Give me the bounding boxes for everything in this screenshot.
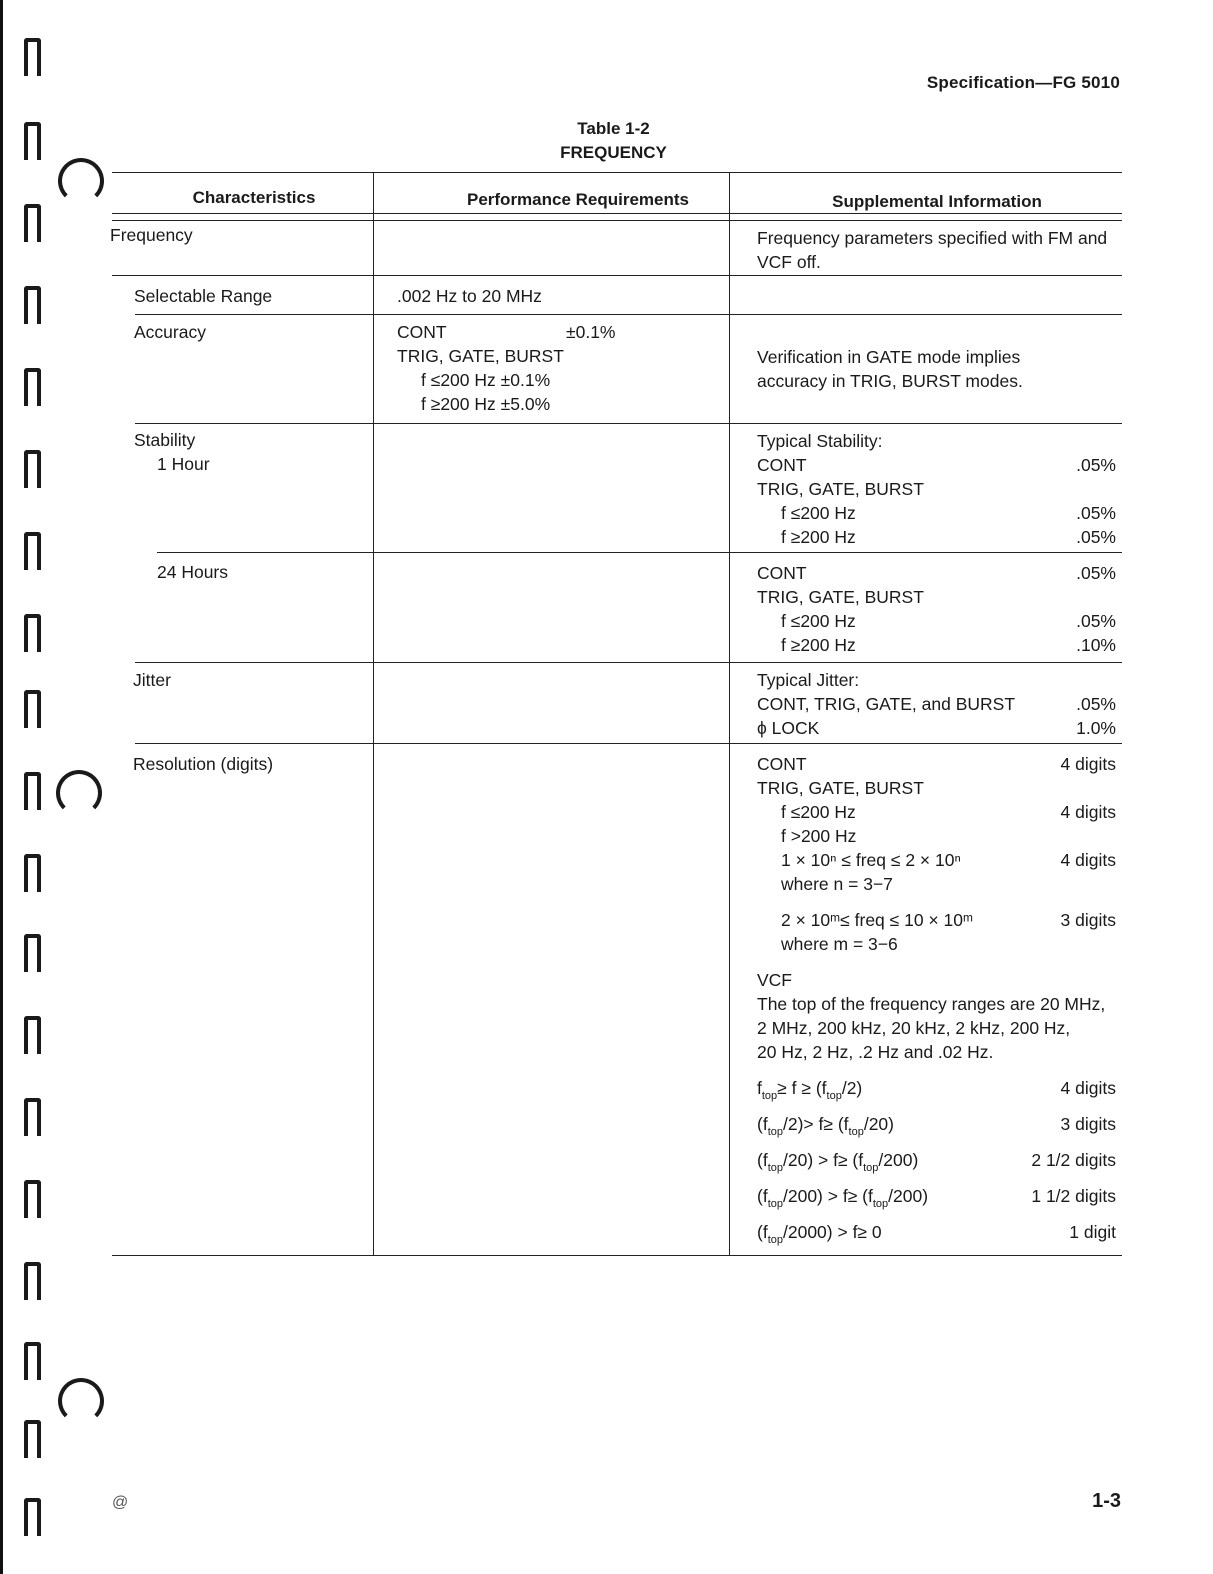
supp-res-vcf-text-1: The top of the frequency ranges are 20 MHz, — [757, 994, 1106, 1014]
supp-res-n-value: 4 digits — [1060, 850, 1116, 870]
supp-res-vcf-text-2: 2 MHz, 200 kHz, 20 kHz, 2 kHz, 200 Hz, — [757, 1018, 1071, 1038]
supp-res-cont: CONT — [757, 754, 807, 774]
supp-frequency-1: Frequency parameters specified with FM and — [757, 228, 1108, 248]
supp-stability-low-value: .05% — [1076, 503, 1116, 523]
supp-stability24-cont-value: .05% — [1076, 563, 1116, 583]
row-divider — [135, 662, 1122, 663]
binder-hole — [24, 368, 41, 406]
table-top-rule — [112, 172, 1122, 173]
column-rule — [373, 172, 374, 1256]
supp-res-cont-value: 4 digits — [1060, 754, 1116, 774]
supp-jitter-all-value: .05% — [1076, 694, 1116, 714]
table-bottom-rule — [112, 1255, 1122, 1256]
supp-stability-low: f ≤200 Hz — [781, 503, 856, 523]
binder-hole — [24, 854, 41, 892]
binder-hole — [24, 450, 41, 488]
char-stability: Stability — [134, 430, 196, 450]
perf-selectable-range: .002 Hz to 20 MHz — [397, 286, 542, 306]
col-header-supplemental: Supplemental Information — [832, 192, 1042, 211]
binder-hole — [24, 690, 41, 728]
row-divider — [157, 552, 1122, 553]
binder-hole — [24, 286, 41, 324]
supp-res-ftop-2: $(f_{top}/2)> f\ge (f_{top}/20)$ — [757, 1114, 894, 1138]
binder-hole — [24, 204, 41, 242]
row-divider — [135, 314, 1122, 315]
table-number: Table 1-2 — [577, 119, 650, 138]
binder-ring-arc — [58, 1378, 104, 1424]
binder-ring-arc — [56, 770, 102, 816]
binder-hole — [24, 614, 41, 652]
supp-stability24-low-value: .05% — [1076, 611, 1116, 631]
supp-stability-trig: TRIG, GATE, BURST — [757, 479, 924, 499]
table-title: FREQUENCY — [560, 143, 667, 162]
supp-stability-high: f ≥200 Hz — [781, 527, 856, 547]
row-divider — [135, 743, 1122, 744]
binder-hole — [24, 1262, 41, 1300]
supp-res-m-value: 3 digits — [1060, 910, 1116, 930]
supp-accuracy-2: accuracy in TRIG, BURST modes. — [757, 371, 1023, 391]
supp-res-m-where: where m = 3−6 — [781, 934, 898, 954]
supp-stability-high-value: .05% — [1076, 527, 1116, 547]
perf-accuracy-cont-value: ±0.1% — [566, 322, 616, 342]
supp-res-ftop-1: $f_{top}\ge f \ge (f_{top}/2)$ — [757, 1078, 863, 1102]
char-stability-24-hours: 24 Hours — [157, 562, 229, 582]
binder-hole — [24, 1180, 41, 1218]
supp-res-ftop-4: $(f_{top}/200) > f\ge (f_{top}/200)$ — [757, 1186, 929, 1210]
supp-accuracy-1: Verification in GATE mode implies — [757, 347, 1021, 367]
supp-res-ftop-3: $(f_{top}/20) > f\ge (f_{top}/200)$ — [757, 1150, 919, 1174]
supp-jitter-lock: ϕ LOCK — [757, 718, 820, 738]
binder-hole — [24, 1420, 41, 1458]
supp-res-trig: TRIG, GATE, BURST — [757, 778, 924, 798]
supp-jitter-title: Typical Jitter: — [757, 670, 860, 690]
supp-stability24-high: f ≥200 Hz — [781, 635, 856, 655]
supp-stability24-low: f ≤200 Hz — [781, 611, 856, 631]
col-header-characteristics: Characteristics — [192, 188, 316, 207]
supp-res-vcf-text-3: 20 Hz, 2 Hz, .2 Hz and .02 Hz. — [757, 1042, 994, 1062]
row-divider — [135, 423, 1122, 424]
binder-hole — [24, 1498, 41, 1536]
supp-res-m-range: 2 × 10ᵐ≤ freq ≤ 10 × 10ᵐ — [781, 910, 974, 930]
supp-stability24-cont: CONT — [757, 563, 807, 583]
perf-accuracy-high: f ≥200 Hz ±5.0% — [421, 394, 551, 414]
supp-stability-cont: CONT — [757, 455, 807, 475]
row-divider — [112, 275, 1122, 276]
char-stability-1-hour: 1 Hour — [157, 454, 210, 474]
supp-res-ftop-1-value: 4 digits — [1060, 1078, 1116, 1098]
binder-hole — [24, 772, 41, 810]
supp-res-ftop-4-value: 1 1/2 digits — [1031, 1186, 1116, 1206]
supp-res-high: f >200 Hz — [781, 826, 857, 846]
supp-stability-title: Typical Stability: — [757, 431, 883, 451]
char-resolution: Resolution (digits) — [133, 754, 274, 774]
perf-accuracy-cont: CONT — [397, 322, 447, 342]
section-header: Specification—FG 5010 — [926, 73, 1120, 92]
header-rule — [112, 220, 1122, 221]
char-jitter: Jitter — [133, 670, 171, 690]
binder-hole — [24, 38, 41, 76]
binder-hole — [24, 532, 41, 570]
supp-stability24-trig: TRIG, GATE, BURST — [757, 587, 924, 607]
column-rule — [729, 172, 730, 1256]
supp-stability24-high-value: .10% — [1076, 635, 1116, 655]
supp-res-ftop-5-value: 1 digit — [1069, 1222, 1116, 1242]
perf-accuracy-low: f ≤200 Hz ±0.1% — [421, 370, 551, 390]
binder-hole — [24, 1016, 41, 1054]
supp-res-vcf: VCF — [757, 970, 792, 990]
char-selectable-range: Selectable Range — [134, 286, 273, 306]
supp-res-n-range: 1 × 10ⁿ ≤ freq ≤ 2 × 10ⁿ — [781, 850, 961, 870]
char-accuracy: Accuracy — [134, 322, 206, 342]
supp-res-n-where: where n = 3−7 — [781, 874, 893, 894]
header-rule — [112, 213, 1122, 214]
supp-stability-cont-value: .05% — [1076, 455, 1116, 475]
col-header-performance: Performance Requirements — [466, 190, 690, 209]
binder-hole — [24, 934, 41, 972]
supp-frequency-2: VCF off. — [757, 252, 821, 272]
perf-accuracy-trig: TRIG, GATE, BURST — [397, 346, 564, 366]
supp-res-low: f ≤200 Hz — [781, 802, 856, 822]
page-number: 1-3 — [1092, 1490, 1121, 1512]
binder-ring-arc — [58, 158, 104, 204]
char-frequency: Frequency — [110, 225, 193, 245]
footer-mark: @ — [112, 1494, 129, 1511]
supp-res-low-value: 4 digits — [1060, 802, 1116, 822]
supp-res-ftop-5: $(f_{top}/2000) > f\ge 0$ — [757, 1222, 882, 1246]
page-edge — [0, 0, 3, 1574]
supp-jitter-all: CONT, TRIG, GATE, and BURST — [757, 694, 1016, 714]
binder-hole — [24, 1342, 41, 1380]
supp-res-ftop-2-value: 3 digits — [1060, 1114, 1116, 1134]
supp-res-ftop-3-value: 2 1/2 digits — [1031, 1150, 1116, 1170]
supp-jitter-lock-value: 1.0% — [1076, 718, 1116, 738]
binder-hole — [24, 1098, 41, 1136]
